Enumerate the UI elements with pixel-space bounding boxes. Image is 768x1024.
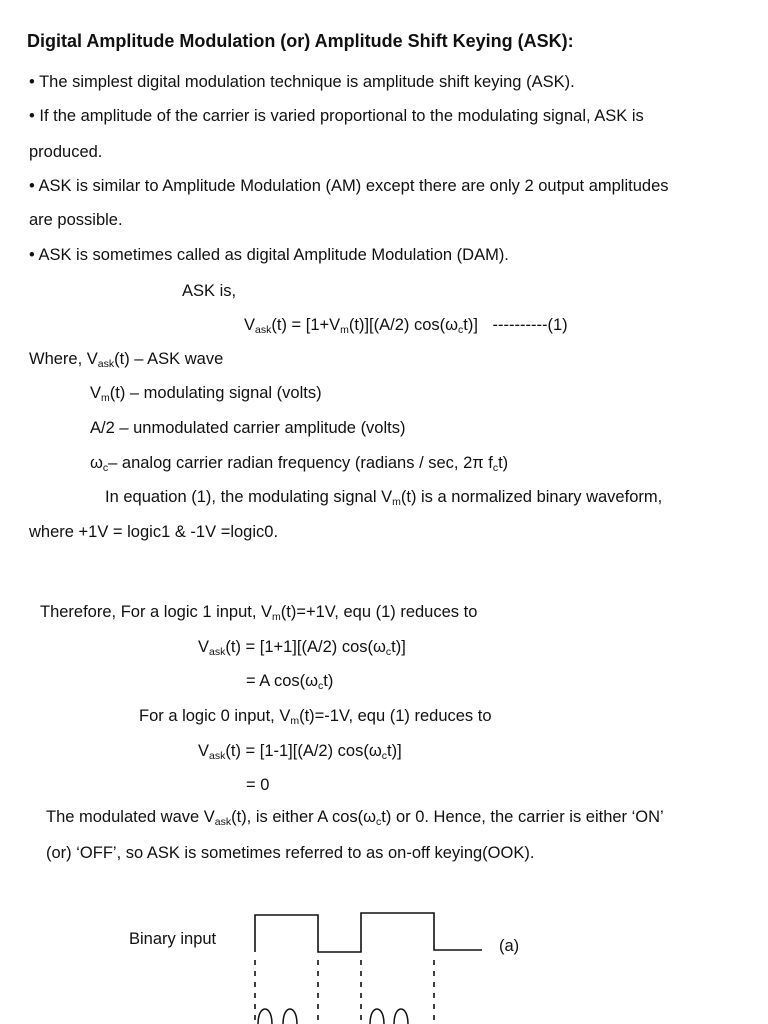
ask-carrier-arc [370, 1009, 384, 1024]
where-subscript: c [492, 462, 499, 474]
conclusion-text: The modulated wave V [46, 808, 215, 826]
logic1-text: V [198, 638, 210, 656]
where-text: A/2 – unmodulated carrier amplitude (volts) [90, 419, 406, 437]
where-subscript: c [102, 462, 109, 474]
logic1-subscript: c [385, 646, 392, 658]
ask-carrier-arc [394, 1009, 408, 1024]
where-subscript: ask [97, 358, 115, 370]
where-text: – analog carrier radian frequency (radians / sec, 2π f [108, 454, 493, 472]
logic1-text: t) [323, 672, 334, 690]
logic1-text: Therefore, For a logic 1 input, V [40, 603, 273, 621]
ask-carrier-arc [258, 1009, 272, 1024]
where-text: (t) – modulating signal (volts) [109, 384, 322, 402]
bullet-1: • The simplest digital modulation technique is amplitude shift keying (ASK). [29, 73, 575, 91]
eq-text: (t) = [1+V [271, 316, 341, 334]
binary-input-waveform [255, 913, 482, 952]
logic1-text: (t)=+1V, equ (1) reduces to [280, 603, 478, 621]
conclusion-text: (t), is either A cos(ω [231, 808, 377, 826]
eq-subscript: m [340, 324, 349, 336]
bullet-2-line-2: produced. [29, 143, 103, 161]
logic1-subscript: c [318, 680, 324, 692]
logic1-text: t)] [391, 638, 406, 656]
logic0-subscript: ask [209, 750, 226, 762]
logic1-text: (t) = [1+1][(A/2) cos(ω [225, 638, 386, 656]
logic0-result: = 0 [246, 776, 270, 794]
where-text: V [90, 384, 102, 402]
logic0-text: (t) = [1-1][(A/2) cos(ω [225, 742, 382, 760]
equation-note-line-2: where +1V = logic1 & -1V =logic0. [29, 523, 279, 541]
bullet-2-line-1: • If the amplitude of the carrier is varied proportional to the modulating signal, ASK is [29, 107, 644, 125]
logic1-subscript: ask [209, 646, 226, 658]
bullet-3-line-1: • ASK is similar to Amplitude Modulation (AM) except there are only 2 output amplitudes [29, 177, 669, 195]
logic1-subscript: m [272, 611, 281, 623]
where-text: t) [498, 454, 509, 472]
bullet-3-line-2: are possible. [29, 211, 123, 229]
ask-is-label: ASK is, [182, 282, 237, 300]
logic0-subscript: m [290, 715, 300, 727]
note-subscript: m [392, 496, 401, 508]
where-text: ω [90, 454, 103, 472]
conclusion-line-2: (or) ‘OFF’, so ASK is sometimes referred to as on-off keying(OOK). [46, 844, 535, 862]
eq-text: (t)][(A/2) cos(ω [348, 316, 459, 334]
eq-text: t)] [463, 316, 478, 334]
where-text: (t) – ASK wave [114, 350, 224, 368]
conclusion-subscript: c [376, 816, 382, 828]
equation-number: ----------(1) [492, 316, 568, 334]
logic0-text: (t)=-1V, equ (1) reduces to [299, 707, 492, 725]
where-text: Where, V [29, 350, 98, 368]
ask-carrier-arc [283, 1009, 297, 1024]
conclusion-subscript: ask [214, 816, 232, 828]
note-text: In equation (1), the modulating signal V [105, 488, 393, 506]
page-title: Digital Amplitude Modulation (or) Amplitude Shift Keying (ASK): [27, 31, 574, 51]
logic1-text: = A cos(ω [246, 672, 319, 690]
logic0-text: For a logic 0 input, V [139, 707, 291, 725]
panel-label-a: (a) [499, 937, 520, 955]
where-subscript: m [101, 392, 110, 404]
binary-input-label: Binary input [129, 930, 217, 948]
eq-text: V [244, 316, 256, 334]
note-text: (t) is a normalized binary waveform, [400, 488, 663, 506]
logic0-text: t)] [386, 742, 402, 760]
bullet-4: • ASK is sometimes called as digital Amplitude Modulation (DAM). [29, 246, 509, 264]
eq-subscript: c [458, 324, 464, 336]
conclusion-text: t) or 0. Hence, the carrier is either ‘ON’ [381, 808, 664, 826]
eq-subscript: ask [255, 324, 272, 336]
logic0-text: V [198, 742, 210, 760]
logic0-subscript: c [381, 750, 387, 762]
